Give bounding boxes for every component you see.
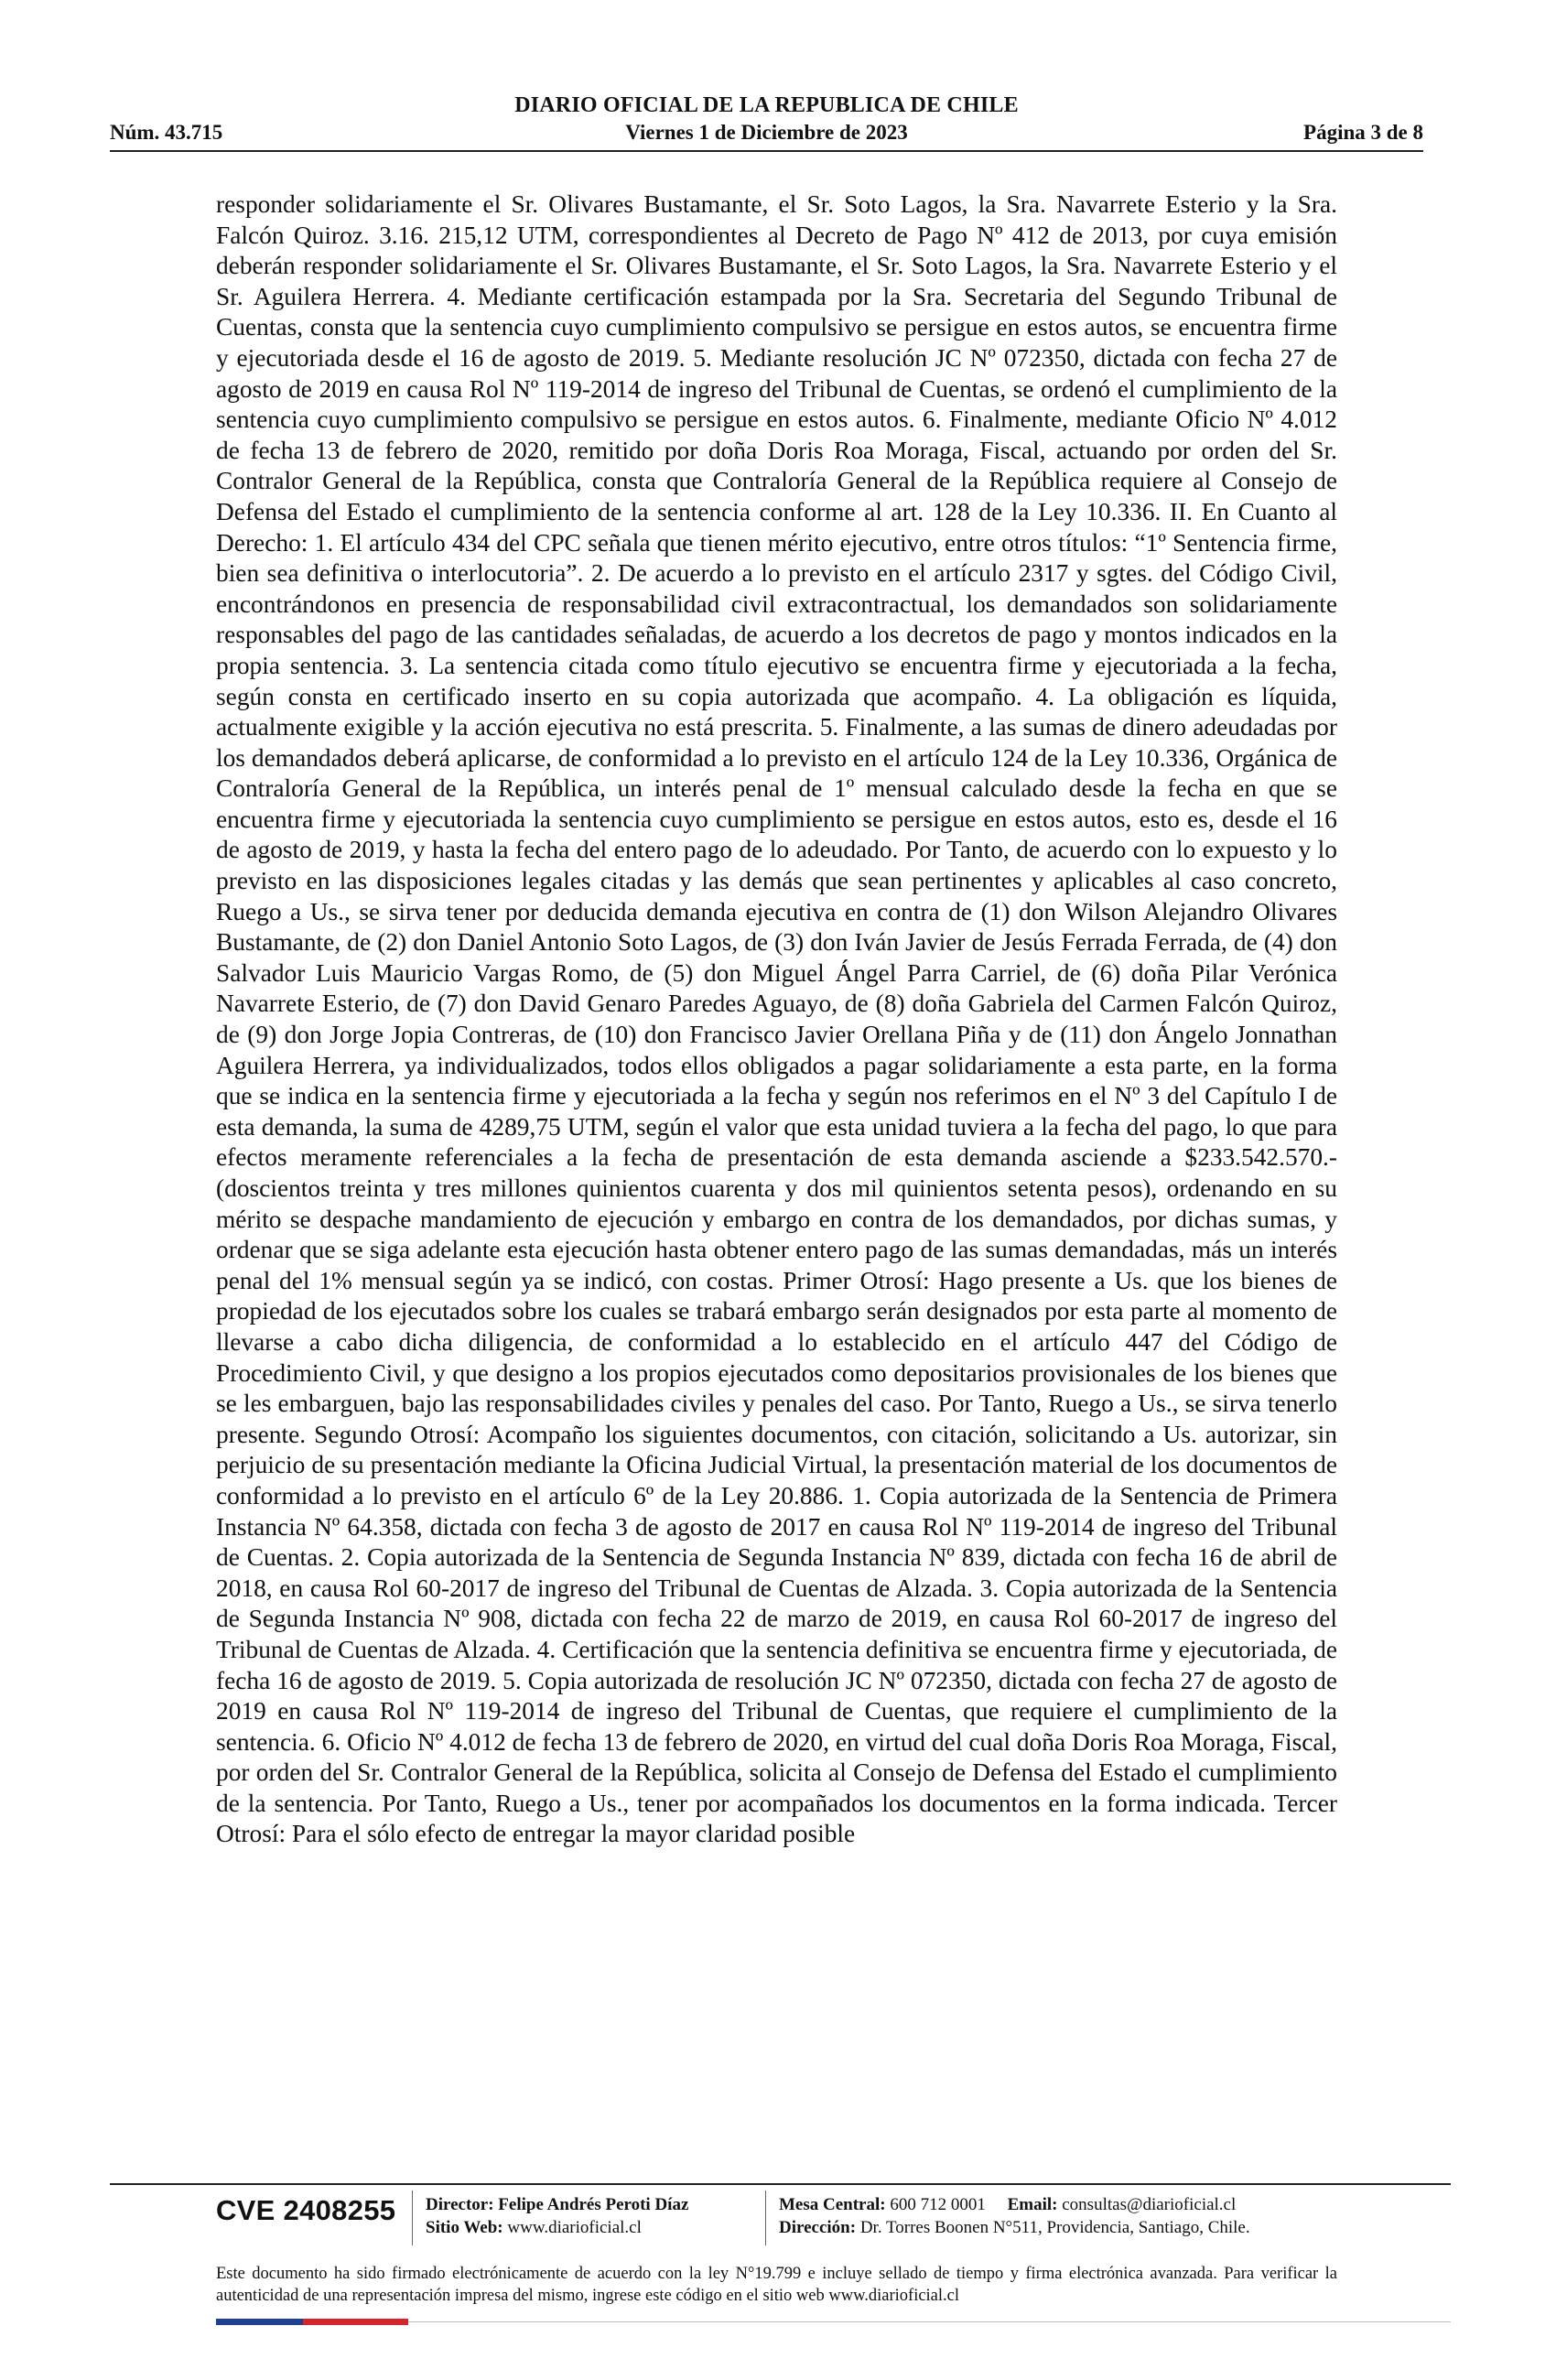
header-divider [110,150,1423,152]
page-indicator: Página 3 de 8 [1303,121,1423,144]
flag-bar-red [303,2319,408,2325]
address-value: Dr. Torres Boonen N°511, Providencia, Santiago, Chile. [859,2218,1250,2237]
phone-number: 600 712 0001 [890,2195,986,2214]
footer-separator [765,2191,766,2245]
legal-notice: Este documento ha sido firmado electrónicamente de acuerdo con la ley N°19.799 e incluye sellado de tiempo y firma electrónica avanzada. Para verificar la autenticidad de una representación impresa del mismo, ingrese este código en el sitio web www.diarioficial.cl [216,2265,1337,2305]
footer-separator [412,2191,413,2245]
body-text: responder solidariamente el Sr. Olivares Bustamante, el Sr. Soto Lagos, la Sra. Navarrete Esterio y la Sra. Falcón Quiroz. 3.16. 215,12 UTM, correspondientes al Decreto de Pago Nº 412 de 2013, por cuya emisión deberán responder solidariamente el Sr. Olivares Bustamante, el Sr. Soto Lagos, la Sra. Navarrete Esterio y el Sr. Aguilera Herrera. 4. Mediante certificación estampada por la Sra. Secretaria del Segundo Tribunal de Cuentas, consta que la sentencia cuyo cumplimiento compulsivo se persigue en estos autos, se encuentra firme y ejecutoriada desde el 16 de agosto de 2019. 5. Mediante resolución JC Nº 072350, dictada con fecha 27 de agosto de 2019 en causa Rol Nº 119-2014 de ingreso del Tribunal de Cuentas, se ordenó el cumplimiento de la sentencia cuyo cumplimiento compulsivo se persigue en estos autos. 6. Finalmente, mediante Oficio Nº 4.012 de fecha 13 de febrero de 2020, remitido por doña Doris Roa Moraga, Fiscal, actuando por orden del Sr. Contralor General de la República, consta que Contraloría General de la República requiere al Consejo de Defensa del Estado el cumplimiento de la sentencia conforme al art. 128 de la Ley 10.336. II. En Cuanto al Derecho: 1. El artículo 434 del CPC señala que tienen mérito ejecutivo, entre otros títulos: “1º Sentencia firme, bien sea definitiva o interlocutoria”. 2. De acuerdo a lo previsto en el artículo 2317 y sgtes. del Código Civil, encontrándonos en presencia de responsabilidad civil extracontractual, los demandados son solidariamente responsables del pago de las cantidades señaladas, de acuerdo a los decretos de pago y montos indicados en la propia sentencia. 3. La sentencia citada como título ejecutivo se encuentra firme y ejecutoriada a la fecha, según consta en certificado inserto en su copia autorizada que acompaño. 4. La obligación es líquida, actualmente exigible y la acción ejecutiva no está prescrita. 5. Finalmente, a las sumas de dinero adeudadas por los demandados deberá aplicarse, de conformidad a lo previsto en el artículo 124 de la Ley 10.336, Orgánica de Contraloría General de la República, un interés penal de 1º mensual calculado desde la fecha en que se encuentra firme y ejecutoriada la sentencia cuyo cumplimiento se persigue en estos autos, esto es, desde el 16 de agosto de 2019, y hasta la fecha del entero pago de lo adeudado. Por Tanto, de acuerdo con lo expuesto y lo previsto en las disposiciones legales citadas y las demás que sean pertinentes y aplicables al caso concreto, Ruego a Us., se sirva tener por deducida demanda ejecutiva en contra de (1) don Wilson Alejandro Olivares Bustamante, de (2) don Daniel Antonio Soto Lagos, de (3) don Iván Javier de Jesús Ferrada Ferrada, de (4) don Salvador Luis Mauricio Vargas Romo, de (5) don Miguel Ángel Parra Carriel, de (6) doña Pilar Verónica Navarrete Esterio, de (7) don David Genaro Paredes Aguayo, de (8) doña Gabriela del Carmen Falcón Quiroz, de (9) don Jorge Jopia Contreras, de (10) don Francisco Javier Orellana Piña y de (11) don Ángelo Jonnathan Aguilera Herrera, ya individualizados, todos ellos obligados a pagar solidariamente a esta parte, en la forma que se indica en la sentencia firme y ejecutoriada a la fecha y según nos referimos en el Nº 3 del Capítulo I de esta demanda, la suma de 4289,75 UTM, según el valor que esta unidad tuviera a la fecha del pago, lo que para efectos meramente referenciales a la fecha de presentación de esta demanda asciende a $233.542.570.- (doscientos treinta y tres millones quinientos cuarenta y dos mil quinientos setenta pesos), ordenando en su mérito se despache mandamiento de ejecución y embargo en contra de los demandados, por dichas sumas, y ordenar que se siga adelante esta ejecución hasta obtener entero pago de las sumas demandadas, más un interés penal del 1% mensual según ya se indicó, con costas. Primer Otrosí: Hago presente a Us. que los bienes de propiedad de los ejecutados sobre los cuales se trabará embargo serán designados por esta parte al momento de llevarse a cabo dicha diligencia, de conformidad a lo establecido en el artículo 447 del Código de Procedimiento Civil, y que designo a los propios ejecutados como depositarios provisionales de los bienes que se les embarguen, bajo las responsabilidades civiles y penales del caso. Por Tanto, Ruego a Us., se sirva tenerlo presente. Segundo Otrosí: Acompaño los siguientes documentos, con citación, solicitando a Us. autorizar, sin perjuicio de su presentación mediante la Oficina Judicial Virtual, la presentación material de los documentos de conformidad a lo previsto en el artículo 6º de la Ley 20.886. 1. Copia autorizada de la Sentencia de Primera Instancia Nº 64.358, dictada con fecha 3 de agosto de 2017 en causa Rol Nº 119-2014 de ingreso del Tribunal de Cuentas. 2. Copia autorizada de la Sentencia de Segunda Instancia Nº 839, dictada con fecha 16 de abril de 2018, en causa Rol 60-2017 de ingreso del Tribunal de Cuentas de Alzada. 3. Copia autorizada de la Sentencia de Segunda Instancia Nº 908, dictada con fecha 22 de marzo de 2019, en causa Rol 60-2017 de ingreso del Tribunal de Cuentas de Alzada. 4. Certificación que la sentencia definitiva se encuentra firme y ejecutoriada, de fecha 16 de agosto de 2019. 5. Copia autorizada de resolución JC Nº 072350, dictada con fecha 27 de agosto de 2019 en causa Rol Nº 119-2014 de ingreso del Tribunal de Cuentas, que requiere el cumplimiento de la sentencia. 6. Oficio Nº 4.012 de fecha 13 de febrero de 2020, en virtud del cual doña Doris Roa Moraga, Fiscal, por orden del Sr. Contralor General de la República, solicita al Consejo de Defensa del Estado el cumplimiento de la sentencia. Por Tanto, Ruego a Us., tener por acompañados los documentos en la forma indicada. Tercer Otrosí: Para el sólo efecto de entregar la mayor claridad posible [216,190,1337,1848]
footer-bottom-rule [408,2321,1451,2322]
director-line [426,2193,688,2216]
contact-block [779,2193,1250,2239]
director-label: Director: [426,2195,494,2214]
director-name: Felipe Andrés Peroti Díaz [498,2195,689,2214]
publication-title: DIARIO OFICIAL DE LA REPUBLICA DE CHILE [514,93,1019,117]
director-block [426,2193,688,2239]
issue-number: Núm. 43.715 [110,121,223,144]
address-line [779,2216,1250,2239]
phone-label: Mesa Central: [779,2195,886,2214]
website-line [426,2216,688,2239]
address-label: Dirección: [779,2218,857,2237]
page-header [110,92,1423,156]
website-label: Sitio Web: [426,2218,503,2237]
website-link[interactable]: www.diarioficial.cl [507,2218,642,2237]
contact-line [779,2193,1250,2216]
issue-date: Viernes 1 de Diciembre de 2023 [625,121,908,144]
footer-divider [110,2183,1451,2185]
flag-bar-blue [216,2319,303,2325]
email-link[interactable]: consultas@diarioficial.cl [1062,2195,1237,2214]
cve-code: CVE 2408255 [216,2194,396,2226]
email-label: Email: [1007,2195,1058,2214]
